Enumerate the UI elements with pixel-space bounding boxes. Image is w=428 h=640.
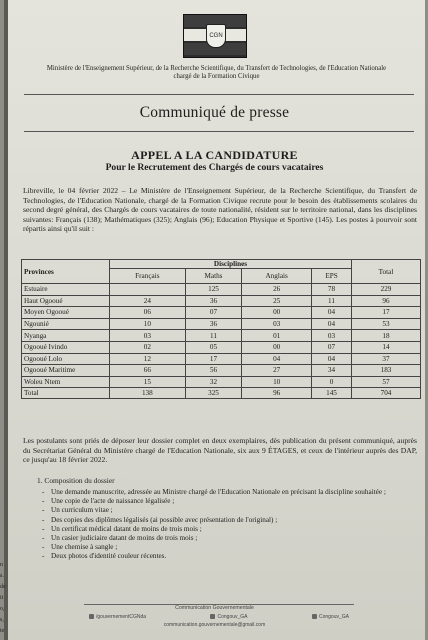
- value-cell: 11: [312, 295, 352, 307]
- divider: [24, 94, 414, 95]
- value-cell: 325: [185, 388, 242, 399]
- documents-list: [42, 488, 402, 562]
- table-row: [22, 365, 421, 377]
- list-item: - Une demande manuscrite, adressée au Ministre chargé de l'Education Nationale en précisant la discipline souhaitée ;: [42, 488, 402, 497]
- value-cell: 03: [110, 330, 186, 342]
- total-cell: 57: [352, 376, 421, 388]
- value-cell: 06: [110, 307, 186, 319]
- province-cell: Moyen Ogooué: [22, 307, 110, 319]
- footer-social-item: Congouv_GA: [210, 614, 247, 620]
- table-row: [22, 284, 421, 296]
- table-row-total: [22, 388, 421, 399]
- value-cell: 36: [185, 295, 242, 307]
- footer-center-text: Communication Gouvernementale: [175, 605, 254, 611]
- province-cell: Estuaire: [22, 284, 110, 296]
- value-cell: 05: [185, 341, 242, 353]
- province-cell: Ogooué Maritime: [22, 365, 110, 377]
- value-cell: 78: [312, 284, 352, 296]
- value-cell: 04: [312, 318, 352, 330]
- value-cell: 10: [110, 318, 186, 330]
- table-row: [22, 353, 421, 365]
- value-cell: 07: [312, 341, 352, 353]
- total-cell: 229: [352, 284, 421, 296]
- document-page: [4, 0, 425, 640]
- value-cell: 125: [185, 284, 242, 296]
- value-cell: 24: [110, 295, 186, 307]
- list-item: - Une chemise à sangle ;: [42, 543, 402, 552]
- value-cell: 10: [242, 376, 312, 388]
- table-row: [22, 330, 421, 342]
- neighbor-page-margin: n s. de it o, s, te: [0, 562, 6, 634]
- province-cell: Nyanga: [22, 330, 110, 342]
- instagram-icon: [312, 614, 317, 619]
- seal-icon: CGN: [206, 24, 226, 48]
- column-header-francais: Français: [110, 269, 186, 284]
- footer-social-item: /gouvernementCGNda: [89, 614, 146, 620]
- value-cell: 145: [312, 388, 352, 399]
- gabon-emblem-flag: [183, 14, 247, 58]
- province-cell: Ogooué Ivindo: [22, 341, 110, 353]
- table-row: [22, 341, 421, 353]
- value-cell: 56: [185, 365, 242, 377]
- footer-social-row: [89, 614, 349, 620]
- footer-email: communication.gouvernementale@gmail.com: [163, 622, 266, 628]
- table-row: [22, 318, 421, 330]
- table-row: [22, 376, 421, 388]
- value-cell: 03: [312, 330, 352, 342]
- value-cell: 66: [110, 365, 186, 377]
- value-cell: 34: [312, 365, 352, 377]
- value-cell: 36: [185, 318, 242, 330]
- total-cell: 704: [352, 388, 421, 399]
- province-cell: Total: [22, 388, 110, 399]
- appel-title: APPEL A LA CANDIDATURE: [131, 148, 298, 162]
- column-header-anglais: Anglais: [242, 269, 312, 284]
- provinces-header: Provinces: [22, 260, 110, 284]
- value-cell: [110, 284, 186, 296]
- total-cell: 53: [352, 318, 421, 330]
- facebook-icon: [89, 614, 94, 619]
- list-item: - Un casier judiciaire datant de moins de trois mois ;: [42, 534, 402, 543]
- value-cell: 138: [110, 388, 186, 399]
- value-cell: 00: [242, 341, 312, 353]
- value-cell: 96: [242, 388, 312, 399]
- twitter-icon: [210, 614, 215, 619]
- page-edge: [4, 0, 8, 640]
- column-header-total: Total: [352, 260, 421, 284]
- value-cell: 15: [110, 376, 186, 388]
- list-item: - Un certificat médical datant de moins de trois mois ;: [42, 525, 402, 534]
- press-release-title: Communiqué de presse: [139, 104, 290, 121]
- value-cell: 27: [242, 365, 312, 377]
- instructions-paragraph: Les postulants sont priés de déposer leur dossier complet en deux exemplaires, dès publication du présent communiqué, auprès du Secrétariat Général du Ministère chargé de l'Education Nationale, six aux 9 ÉTAGES, et ceux de l'intérieur auprès des DAP, ce jusqu'au 18 février 2022.: [23, 436, 417, 465]
- total-cell: 18: [352, 330, 421, 342]
- value-cell: 00: [242, 307, 312, 319]
- value-cell: 04: [242, 353, 312, 365]
- divider: [24, 131, 414, 132]
- value-cell: 02: [110, 341, 186, 353]
- value-cell: 04: [312, 307, 352, 319]
- column-header-maths: Maths: [185, 269, 242, 284]
- value-cell: 17: [185, 353, 242, 365]
- province-cell: Woleu Ntem: [22, 376, 110, 388]
- list-item: - Des copies des diplômes légalisés (ai possible avec présentation de l'original) ;: [42, 516, 402, 525]
- table-row: [22, 307, 421, 319]
- ministry-header: Ministère de l'Enseignement Supérieur, de la Recherche Scientifique, du Transfert de Technologies, de l'Education Nationale chargé de la Formation Civique: [46, 65, 387, 80]
- total-cell: 37: [352, 353, 421, 365]
- table-row: [22, 295, 421, 307]
- footer-social-item: Congouv_GA: [312, 614, 349, 620]
- value-cell: 26: [242, 284, 312, 296]
- total-cell: 14: [352, 341, 421, 353]
- value-cell: 03: [242, 318, 312, 330]
- total-cell: 17: [352, 307, 421, 319]
- province-cell: Ogooué Lolo: [22, 353, 110, 365]
- value-cell: 25: [242, 295, 312, 307]
- appel-subtitle: Pour le Recrutement des Chargés de cours vacataires: [105, 162, 324, 173]
- value-cell: 01: [242, 330, 312, 342]
- value-cell: 11: [185, 330, 242, 342]
- section-title: 1. Composition du dossier: [37, 476, 115, 485]
- list-item: - Un curriculum vitae ;: [42, 506, 402, 515]
- intro-paragraph: Libreville, le 04 février 2022 – Le Ministère de l'Enseignement Supérieur, de la Recherche Scientifique, du Transfert de Technologies, de l'Education Nationale, chargé de la Formation Civique recrute pour le besoin des établissements scolaires du second degré général, des Chargés de cours vacataires de toute nationalité, résident sur le territoire national, dans les disciplines suivantes: Français (138); Mathématiques (325); Anglais (96); Education Physique et Sportive (145). Les postes à pourvoir sont répartis ainsi qu'il suit :: [23, 186, 417, 234]
- list-item: - Deux photos d'identité couleur récentes.: [42, 552, 402, 561]
- province-cell: Ngounié: [22, 318, 110, 330]
- total-cell: 96: [352, 295, 421, 307]
- disciplines-header: Disciplines: [110, 260, 352, 269]
- value-cell: 07: [185, 307, 242, 319]
- value-cell: 04: [312, 353, 352, 365]
- value-cell: 12: [110, 353, 186, 365]
- value-cell: 0: [312, 376, 352, 388]
- total-cell: 183: [352, 365, 421, 377]
- province-cell: Haut Ogooué: [22, 295, 110, 307]
- list-item: - Une copie de l'acte de naissance légalisée ;: [42, 497, 402, 506]
- column-header-eps: EPS: [312, 269, 352, 284]
- value-cell: 32: [185, 376, 242, 388]
- posts-table: [21, 259, 421, 399]
